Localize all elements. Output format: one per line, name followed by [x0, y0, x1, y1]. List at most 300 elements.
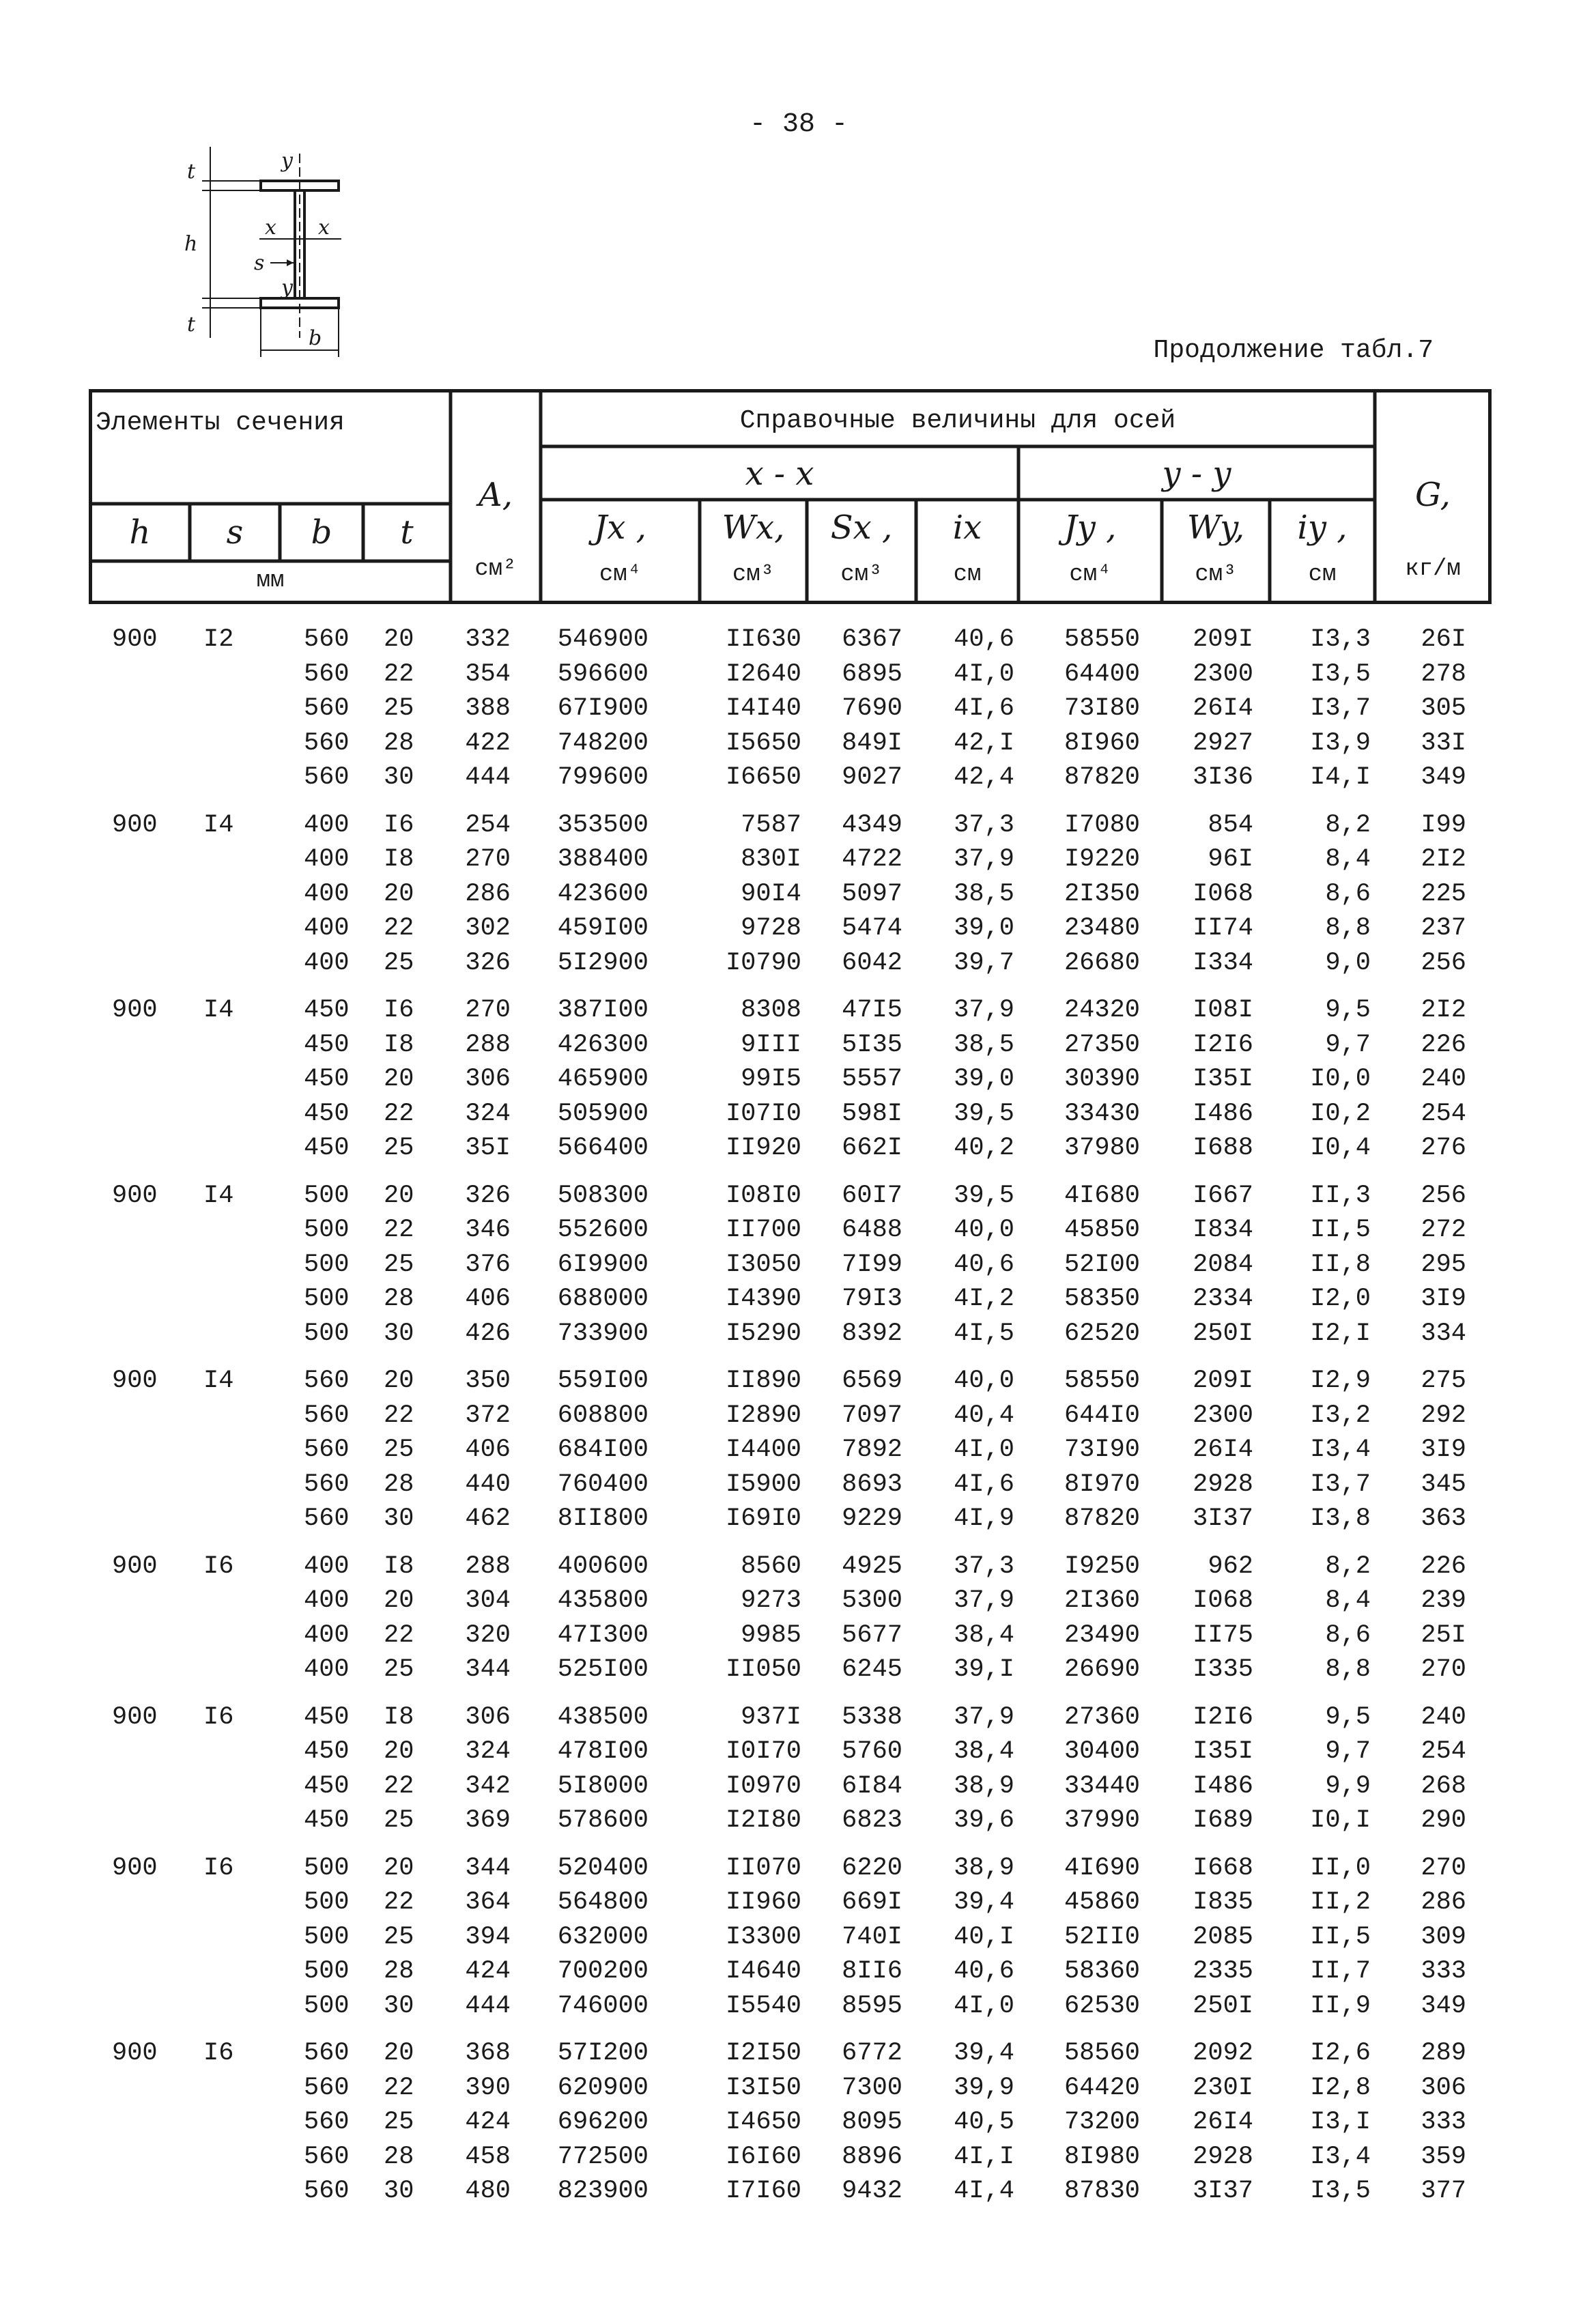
cell-sx: 7097: [842, 1401, 902, 1430]
cell-wx: I3050: [725, 1250, 801, 1279]
cell-sx: 8693: [842, 1470, 902, 1499]
cell-jx: 387I00: [557, 996, 649, 1025]
cell-jx: 400600: [557, 1552, 649, 1581]
cell-wy: I486: [1193, 1099, 1253, 1128]
cell-a: 424: [465, 2108, 511, 2137]
cell-ix: 38,4: [954, 1737, 1014, 1766]
cell-b: 500: [304, 1888, 350, 1917]
cell-ix: 4I,I: [954, 2142, 1014, 2171]
cell-g: 2I2: [1421, 996, 1466, 1025]
header-area-symbol: A,: [479, 475, 513, 514]
cell-t: 20: [384, 2039, 414, 2068]
cell-jy: 8I960: [1064, 728, 1140, 758]
cell-wx: I5900: [725, 1470, 801, 1499]
cell-wx: 9728: [741, 914, 801, 943]
cell-g: 270: [1421, 1655, 1466, 1684]
cell-b: 560: [304, 694, 350, 723]
cell-a: 324: [465, 1737, 511, 1766]
cell-wx: 90I4: [741, 879, 801, 909]
cell-iy: I4,I: [1310, 763, 1371, 792]
diagram-label-h: h: [184, 232, 198, 256]
cell-iy: I3,8: [1310, 1504, 1371, 1533]
cell-g: 309: [1421, 1922, 1466, 1952]
cell-t: 28: [384, 1470, 414, 1499]
cell-g: 295: [1421, 1250, 1466, 1279]
cell-wx: I2640: [725, 659, 801, 689]
cell-t: 22: [384, 1771, 414, 1801]
cell-wy: I2I6: [1193, 1702, 1253, 1732]
cell-wy: 250I: [1193, 1991, 1253, 2020]
cell-wy: I35I: [1193, 1065, 1253, 1094]
cell-b: 400: [304, 810, 350, 840]
cell-a: 344: [465, 1655, 511, 1684]
cell-sx: 5474: [842, 914, 902, 943]
cell-wy: I335: [1193, 1655, 1253, 1684]
header-sx-symbol: Sx ,: [830, 508, 893, 547]
cell-s: I4: [203, 996, 234, 1025]
cell-b: 400: [304, 845, 350, 874]
cell-g: 333: [1421, 1957, 1466, 1986]
cell-a: 346: [465, 1216, 511, 1244]
cell-a: 376: [465, 1250, 511, 1279]
cell-h: 900: [112, 1552, 158, 1581]
cell-b: 560: [304, 2177, 350, 2205]
cell-ix: 40,5: [954, 2108, 1014, 2137]
cell-sx: 4349: [842, 810, 902, 840]
cell-wx: I69I0: [725, 1504, 801, 1533]
cell-wx: I5650: [725, 728, 801, 758]
cell-wy: II74: [1193, 914, 1253, 943]
cell-t: 22: [384, 1216, 414, 1244]
cell-sx: 598I: [842, 1099, 902, 1128]
cell-jy: 27360: [1064, 1702, 1140, 1732]
cell-b: 560: [304, 1504, 350, 1533]
table-row: [89, 725, 1481, 760]
cell-h: 900: [112, 810, 158, 840]
table-row: [89, 1061, 1481, 1096]
cell-jy: 37990: [1064, 1806, 1140, 1835]
cell-jx: 388400: [557, 845, 649, 874]
cell-b: 500: [304, 1957, 350, 1986]
cell-iy: II,2: [1310, 1888, 1371, 1917]
cell-jy: 26690: [1064, 1655, 1140, 1684]
cell-wx: I07I0: [725, 1099, 801, 1128]
cell-jy: 37980: [1064, 1134, 1140, 1162]
cell-h: 900: [112, 2039, 158, 2068]
cell-g: 268: [1421, 1771, 1466, 1801]
cell-t: 28: [384, 1957, 414, 1986]
cell-wx: 8308: [741, 996, 801, 1025]
cell-jx: 5I2900: [557, 948, 649, 977]
cell-s: I6: [203, 1853, 234, 1883]
table-row: [89, 1699, 1481, 1734]
cell-jx: 772500: [557, 2142, 649, 2171]
cell-s: I2: [203, 625, 234, 654]
table-row: [89, 841, 1481, 876]
cell-t: 30: [384, 1504, 414, 1533]
cell-sx: 47I5: [842, 996, 902, 1025]
cell-wx: I0970: [725, 1771, 801, 1801]
cell-ix: 37,9: [954, 845, 1014, 874]
table-row: [89, 1651, 1481, 1686]
cell-wx: II070: [725, 1853, 801, 1883]
header-col-h: h: [129, 513, 151, 552]
cell-ix: 40,0: [954, 1216, 1014, 1244]
cell-jy: 64400: [1064, 659, 1140, 689]
header-jx-symbol: Jx ,: [594, 508, 646, 547]
cell-a: 422: [465, 728, 511, 758]
cell-wy: II75: [1193, 1620, 1253, 1650]
cell-iy: I3,I: [1310, 2108, 1371, 2137]
cell-b: 450: [304, 1702, 350, 1732]
cell-jy: 33440: [1064, 1771, 1140, 1801]
cell-wx: I4390: [725, 1285, 801, 1313]
cell-g: 286: [1421, 1888, 1466, 1917]
cell-g: 334: [1421, 1319, 1466, 1348]
table-row: [89, 2139, 1481, 2173]
cell-sx: 8392: [842, 1319, 902, 1348]
cell-t: 30: [384, 1991, 414, 2020]
cell-g: 276: [1421, 1134, 1466, 1162]
cell-jy: 8I980: [1064, 2142, 1140, 2171]
cell-a: 288: [465, 1030, 511, 1059]
cell-ix: 39,0: [954, 1065, 1014, 1094]
row-group: [89, 1362, 1481, 1535]
cell-b: 560: [304, 625, 350, 654]
cell-wx: 99I5: [741, 1065, 801, 1094]
cell-wy: I068: [1193, 1586, 1253, 1615]
cell-a: 368: [465, 2039, 511, 2068]
cell-b: 400: [304, 914, 350, 943]
cell-g: 333: [1421, 2108, 1466, 2137]
row-group: [89, 1548, 1481, 1686]
diagram-label-t-bottom: t: [187, 313, 196, 337]
cell-ix: 39,5: [954, 1181, 1014, 1210]
cell-iy: II,5: [1310, 1216, 1371, 1244]
cell-ix: 4I,6: [954, 1470, 1014, 1499]
cell-wx: 830I: [741, 845, 801, 874]
cell-wy: 209I: [1193, 1367, 1253, 1395]
cell-b: 560: [304, 1401, 350, 1430]
cell-jy: 24320: [1064, 996, 1140, 1025]
table-row: [89, 2035, 1481, 2070]
cell-iy: II,8: [1310, 1250, 1371, 1279]
cell-iy: 9,0: [1325, 948, 1371, 977]
table-row: [89, 1315, 1481, 1350]
cell-sx: 6823: [842, 1806, 902, 1835]
cell-b: 500: [304, 1991, 350, 2020]
continuation-caption: Продолжение табл.7: [1153, 336, 1434, 365]
cell-a: 320: [465, 1620, 511, 1650]
cell-g: 239: [1421, 1586, 1466, 1615]
cell-g: 225: [1421, 879, 1466, 909]
header-axis-y: y - y: [1162, 454, 1231, 493]
cell-t: 25: [384, 1655, 414, 1684]
cell-jy: 62530: [1064, 1991, 1140, 2020]
cell-g: 256: [1421, 1181, 1466, 1210]
cell-wy: 2300: [1193, 1401, 1253, 1430]
cell-jx: 760400: [557, 1470, 649, 1499]
table-row: [89, 1177, 1481, 1212]
cell-jx: 823900: [557, 2177, 649, 2205]
cell-jy: 23480: [1064, 914, 1140, 943]
cell-t: I6: [384, 810, 414, 840]
cell-a: 324: [465, 1099, 511, 1128]
cell-sx: 5300: [842, 1586, 902, 1615]
cell-h: 900: [112, 996, 158, 1025]
cell-ix: 40,I: [954, 1922, 1014, 1952]
cell-ix: 4I,4: [954, 2177, 1014, 2205]
table-row: [89, 1802, 1481, 1837]
cell-b: 560: [304, 1367, 350, 1395]
table-row: [89, 656, 1481, 691]
cell-t: 22: [384, 1620, 414, 1650]
cell-jy: 4I680: [1064, 1181, 1140, 1210]
cell-b: 400: [304, 1586, 350, 1615]
cell-sx: 5557: [842, 1065, 902, 1094]
cell-jx: 596600: [557, 659, 649, 689]
cell-jx: 525I00: [557, 1655, 649, 1684]
cell-g: 275: [1421, 1367, 1466, 1395]
cell-wx: II050: [725, 1655, 801, 1684]
cell-g: 240: [1421, 1702, 1466, 1732]
row-group: [89, 807, 1481, 980]
cell-wy: 2928: [1193, 1470, 1253, 1499]
cell-jx: 423600: [557, 879, 649, 909]
cell-ix: 39,4: [954, 1888, 1014, 1917]
cell-h: 900: [112, 1367, 158, 1395]
table-row: [89, 807, 1481, 842]
cell-g: 256: [1421, 948, 1466, 977]
cell-jy: 33430: [1064, 1099, 1140, 1128]
cell-iy: I3,5: [1310, 2177, 1371, 2205]
cell-jx: 632000: [557, 1922, 649, 1952]
table-row: [89, 2104, 1481, 2139]
cell-g: 226: [1421, 1552, 1466, 1581]
cell-iy: 8,8: [1325, 914, 1371, 943]
diagram-label-y-top: y: [281, 149, 293, 173]
header-col-b: b: [311, 513, 332, 552]
header-iy-unit: см: [1308, 562, 1337, 588]
cell-iy: I0,2: [1310, 1099, 1371, 1128]
cell-b: 400: [304, 1552, 350, 1581]
cell-jx: 684I00: [557, 1435, 649, 1464]
cell-wx: I6I60: [725, 2142, 801, 2171]
cell-iy: I2,8: [1310, 2073, 1371, 2102]
cell-iy: II,0: [1310, 1853, 1371, 1883]
cell-wx: I2890: [725, 1401, 801, 1430]
cell-t: 25: [384, 1922, 414, 1952]
cell-wx: I5290: [725, 1319, 801, 1348]
cell-t: I8: [384, 1030, 414, 1059]
cell-iy: II,7: [1310, 1957, 1371, 1986]
cell-sx: 669I: [842, 1888, 902, 1917]
cell-iy: I2,I: [1310, 1319, 1371, 1348]
cell-jx: 748200: [557, 728, 649, 758]
cell-jy: I9220: [1064, 845, 1140, 874]
cell-ix: 40,0: [954, 1367, 1014, 1395]
cell-b: 560: [304, 2142, 350, 2171]
cell-ix: 4I,0: [954, 1435, 1014, 1464]
cell-ix: 37,9: [954, 1586, 1014, 1615]
header-section-elements: Элементы сечения: [96, 408, 345, 438]
cell-b: 450: [304, 1771, 350, 1801]
cell-sx: 4722: [842, 845, 902, 874]
cell-jx: 435800: [557, 1586, 649, 1615]
cell-sx: 6042: [842, 948, 902, 977]
cell-t: 22: [384, 1401, 414, 1430]
cell-g: 305: [1421, 694, 1466, 723]
cell-ix: 38,5: [954, 879, 1014, 909]
cell-iy: 8,2: [1325, 810, 1371, 840]
table-row: [89, 621, 1481, 656]
cell-a: 332: [465, 625, 511, 654]
table-row: [89, 1212, 1481, 1246]
cell-wx: I3I50: [725, 2073, 801, 2102]
cell-jx: 733900: [557, 1319, 649, 1348]
cell-t: 25: [384, 1806, 414, 1835]
cell-sx: 6367: [842, 625, 902, 654]
cell-b: 560: [304, 763, 350, 792]
cell-jy: 45860: [1064, 1888, 1140, 1917]
cell-ix: 39,4: [954, 2039, 1014, 2068]
cell-sx: 5097: [842, 879, 902, 909]
cell-iy: II,9: [1310, 1991, 1371, 2020]
header-wy-unit: см³: [1195, 562, 1237, 588]
table-row: [89, 1548, 1481, 1583]
cell-wy: I668: [1193, 1853, 1253, 1883]
cell-t: 20: [384, 625, 414, 654]
cell-a: 254: [465, 810, 511, 840]
row-group: [89, 1177, 1481, 1350]
cell-sx: 5760: [842, 1737, 902, 1766]
cell-iy: I2,9: [1310, 1367, 1371, 1395]
cell-sx: 9027: [842, 763, 902, 792]
cell-jy: 644I0: [1064, 1401, 1140, 1430]
cell-iy: I3,4: [1310, 1435, 1371, 1464]
cell-b: 500: [304, 1922, 350, 1952]
cell-jx: 459I00: [557, 914, 649, 943]
cell-jy: 58550: [1064, 1367, 1140, 1395]
cell-ix: 37,9: [954, 1702, 1014, 1732]
cell-ix: 4I,6: [954, 694, 1014, 723]
cell-sx: 7300: [842, 2073, 902, 2102]
cell-g: 3I9: [1421, 1285, 1466, 1313]
cell-jx: 47I300: [557, 1620, 649, 1650]
cell-wx: 8560: [741, 1552, 801, 1581]
cell-sx: 8095: [842, 2108, 902, 2137]
cell-ix: 37,9: [954, 996, 1014, 1025]
cell-iy: 8,8: [1325, 1655, 1371, 1684]
table-row: [89, 690, 1481, 725]
row-group: [89, 992, 1481, 1165]
cell-ix: 42,4: [954, 763, 1014, 792]
cell-b: 450: [304, 1030, 350, 1059]
cell-b: 450: [304, 1737, 350, 1766]
cell-t: 22: [384, 1099, 414, 1128]
cell-wy: 3I37: [1193, 2177, 1253, 2205]
cell-b: 450: [304, 1099, 350, 1128]
cell-wy: I834: [1193, 1216, 1253, 1244]
cell-ix: 39,5: [954, 1099, 1014, 1128]
cell-sx: 6569: [842, 1367, 902, 1395]
cell-a: 369: [465, 1806, 511, 1835]
cell-ix: 39,6: [954, 1806, 1014, 1835]
table-row: [89, 1500, 1481, 1535]
cell-ix: 40,2: [954, 1134, 1014, 1162]
cell-b: 560: [304, 1435, 350, 1464]
cell-t: 22: [384, 1888, 414, 1917]
cell-jx: 799600: [557, 763, 649, 792]
cell-jx: 696200: [557, 2108, 649, 2137]
cell-sx: 8595: [842, 1991, 902, 2020]
cell-a: 288: [465, 1552, 511, 1581]
cell-wy: I689: [1193, 1806, 1253, 1835]
cell-g: 359: [1421, 2142, 1466, 2171]
cell-g: 306: [1421, 2073, 1466, 2102]
cell-jx: 578600: [557, 1806, 649, 1835]
header-wx-unit: см³: [732, 562, 775, 588]
cell-h: 900: [112, 1702, 158, 1732]
cell-g: 270: [1421, 1853, 1466, 1883]
cell-g: 240: [1421, 1065, 1466, 1094]
header-axis-x: x - x: [745, 454, 814, 493]
cell-b: 400: [304, 1655, 350, 1684]
cell-iy: I3,7: [1310, 694, 1371, 723]
cell-sx: 662I: [842, 1134, 902, 1162]
cell-wx: I2I50: [725, 2039, 801, 2068]
cell-jx: 508300: [557, 1181, 649, 1210]
cell-a: 302: [465, 914, 511, 943]
cell-jx: 546900: [557, 625, 649, 654]
cell-jy: 52II0: [1064, 1922, 1140, 1952]
cell-wy: I2I6: [1193, 1030, 1253, 1059]
cell-g: 363: [1421, 1504, 1466, 1533]
cell-ix: 4I,9: [954, 1504, 1014, 1533]
cell-iy: 8,6: [1325, 1620, 1371, 1650]
cell-a: 306: [465, 1702, 511, 1732]
cell-a: 286: [465, 879, 511, 909]
cell-a: 35I: [465, 1134, 511, 1162]
cell-wy: 230I: [1193, 2073, 1253, 2102]
cell-iy: 9,7: [1325, 1737, 1371, 1766]
cell-ix: 39,0: [954, 914, 1014, 943]
cell-wx: I08I0: [725, 1181, 801, 1210]
cell-s: I6: [203, 1552, 234, 1581]
cell-jy: 2I360: [1064, 1586, 1140, 1615]
cell-a: 304: [465, 1586, 511, 1615]
cell-g: 349: [1421, 763, 1466, 792]
cell-jx: 353500: [557, 810, 649, 840]
cell-jx: 620900: [557, 2073, 649, 2102]
table-row: [89, 876, 1481, 911]
cell-b: 450: [304, 1134, 350, 1162]
cell-jy: 27350: [1064, 1030, 1140, 1059]
cell-b: 400: [304, 879, 350, 909]
cell-iy: 9,9: [1325, 1771, 1371, 1801]
cell-b: 560: [304, 728, 350, 758]
cell-ix: 40,6: [954, 1957, 1014, 1986]
cell-sx: 740I: [842, 1922, 902, 1952]
cell-a: 458: [465, 2142, 511, 2171]
cell-jy: 73200: [1064, 2108, 1140, 2137]
cell-b: 500: [304, 1216, 350, 1244]
header-iy-symbol: iy ,: [1297, 508, 1348, 547]
cell-iy: 8,6: [1325, 879, 1371, 909]
diagram-label-b: b: [309, 326, 322, 350]
diagram-label-t-top: t: [187, 160, 196, 184]
cell-a: 444: [465, 763, 511, 792]
